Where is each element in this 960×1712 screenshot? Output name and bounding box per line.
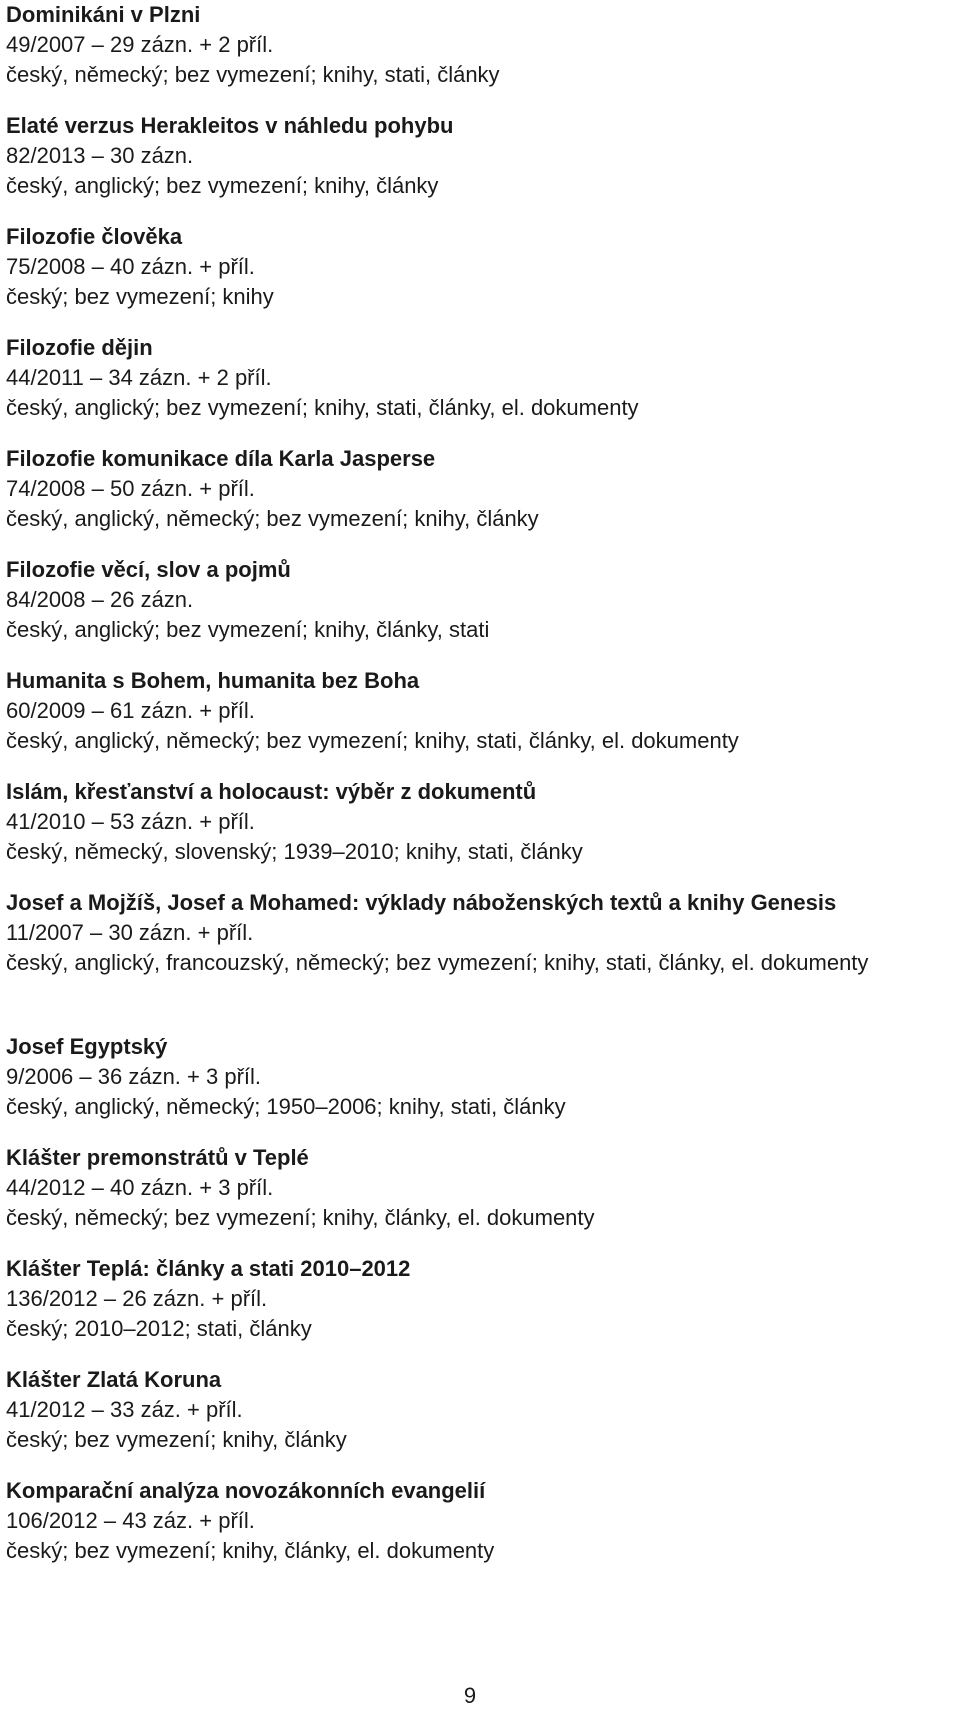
entry-details: český, anglický; bez vymezení; knihy, články, stati	[6, 617, 490, 642]
list-item	[6, 222, 956, 333]
entry-details: český, anglický; bez vymezení; knihy, stati, články, el. dokumenty	[6, 395, 639, 420]
entry-details: český, anglický, francouzský, německý; bez vymezení; knihy, stati, články, el. dokumenty	[6, 950, 869, 975]
list-item	[6, 1032, 956, 1143]
list-item	[6, 111, 956, 222]
entry-count: 44/2011 – 34 zázn. + 2 příl.	[6, 365, 272, 390]
entry-details: český, anglický, německý; bez vymezení; knihy, stati, články, el. dokumenty	[6, 728, 739, 753]
list-item	[6, 555, 956, 666]
entry-title: Dominikáni v Plzni	[6, 2, 201, 27]
entry-count: 9/2006 – 36 zázn. + 3 příl.	[6, 1064, 262, 1089]
list-item	[6, 1143, 956, 1254]
entry-details: český; bez vymezení; knihy, články	[6, 1427, 347, 1452]
entry-details: český; bez vymezení; knihy, články, el. dokumenty	[6, 1538, 495, 1563]
entry-title: Josef a Mojžíš, Josef a Mohamed: výklady náboženských textů a knihy Genesis	[6, 890, 837, 915]
entry-count: 74/2008 – 50 zázn. + příl.	[6, 476, 255, 501]
entry-title: Filozofie dějin	[6, 335, 153, 360]
entry-title: Klášter Zlatá Koruna	[6, 1367, 222, 1392]
page-number: 9	[463, 1683, 477, 1708]
list-item	[6, 1476, 956, 1587]
list-item	[6, 0, 956, 111]
entry-details: český, německý; bez vymezení; knihy, články, el. dokumenty	[6, 1205, 595, 1230]
entry-title: Klášter premonstrátů v Teplé	[6, 1145, 309, 1170]
entry-count: 44/2012 – 40 zázn. + 3 příl.	[6, 1175, 274, 1200]
list-item	[6, 1254, 956, 1365]
entry-count: 82/2013 – 30 zázn.	[6, 143, 194, 168]
entry-title: Klášter Teplá: články a stati 2010–2012	[6, 1256, 411, 1281]
entry-title: Islám, křesťanství a holocaust: výběr z dokumentů	[6, 779, 537, 804]
entry-details: český, anglický; bez vymezení; knihy, články	[6, 173, 439, 198]
entry-count: 106/2012 – 43 záz. + příl.	[6, 1508, 255, 1533]
entry-count: 84/2008 – 26 zázn.	[6, 587, 194, 612]
entry-details: český, německý, slovenský; 1939–2010; knihy, stati, články	[6, 839, 583, 864]
entry-details: český, anglický, německý; 1950–2006; knihy, stati, články	[6, 1094, 566, 1119]
bibliography-list	[6, 0, 956, 1587]
entry-title: Filozofie komunikace díla Karla Jasperse	[6, 446, 436, 471]
entry-title: Elaté verzus Herakleitos v náhledu pohybu	[6, 113, 454, 138]
entry-count: 11/2007 – 30 zázn. + příl.	[6, 920, 254, 945]
list-item	[6, 777, 956, 888]
entry-count: 41/2012 – 33 záz. + příl.	[6, 1397, 243, 1422]
entry-count: 49/2007 – 29 zázn. + 2 příl.	[6, 32, 274, 57]
entry-title: Komparační analýza novozákonních evangelií	[6, 1478, 486, 1503]
entry-title: Filozofie věcí, slov a pojmů	[6, 557, 291, 582]
list-item	[6, 666, 956, 777]
entry-title: Josef Egyptský	[6, 1034, 168, 1059]
list-item	[6, 333, 956, 444]
entry-details: český, anglický, německý; bez vymezení; knihy, články	[6, 506, 539, 531]
entry-details: český; bez vymezení; knihy	[6, 284, 274, 309]
entry-title: Humanita s Bohem, humanita bez Boha	[6, 668, 420, 693]
entry-count: 60/2009 – 61 zázn. + příl.	[6, 698, 255, 723]
entry-count: 136/2012 – 26 zázn. + příl.	[6, 1286, 268, 1311]
entry-title: Filozofie člověka	[6, 224, 183, 249]
entry-details: český, německý; bez vymezení; knihy, stati, články	[6, 62, 500, 87]
list-item	[6, 888, 956, 1032]
list-item	[6, 444, 956, 555]
entry-details: český; 2010–2012; stati, články	[6, 1316, 312, 1341]
list-item	[6, 1365, 956, 1476]
entry-count: 75/2008 – 40 zázn. + příl.	[6, 254, 255, 279]
entry-count: 41/2010 – 53 zázn. + příl.	[6, 809, 255, 834]
